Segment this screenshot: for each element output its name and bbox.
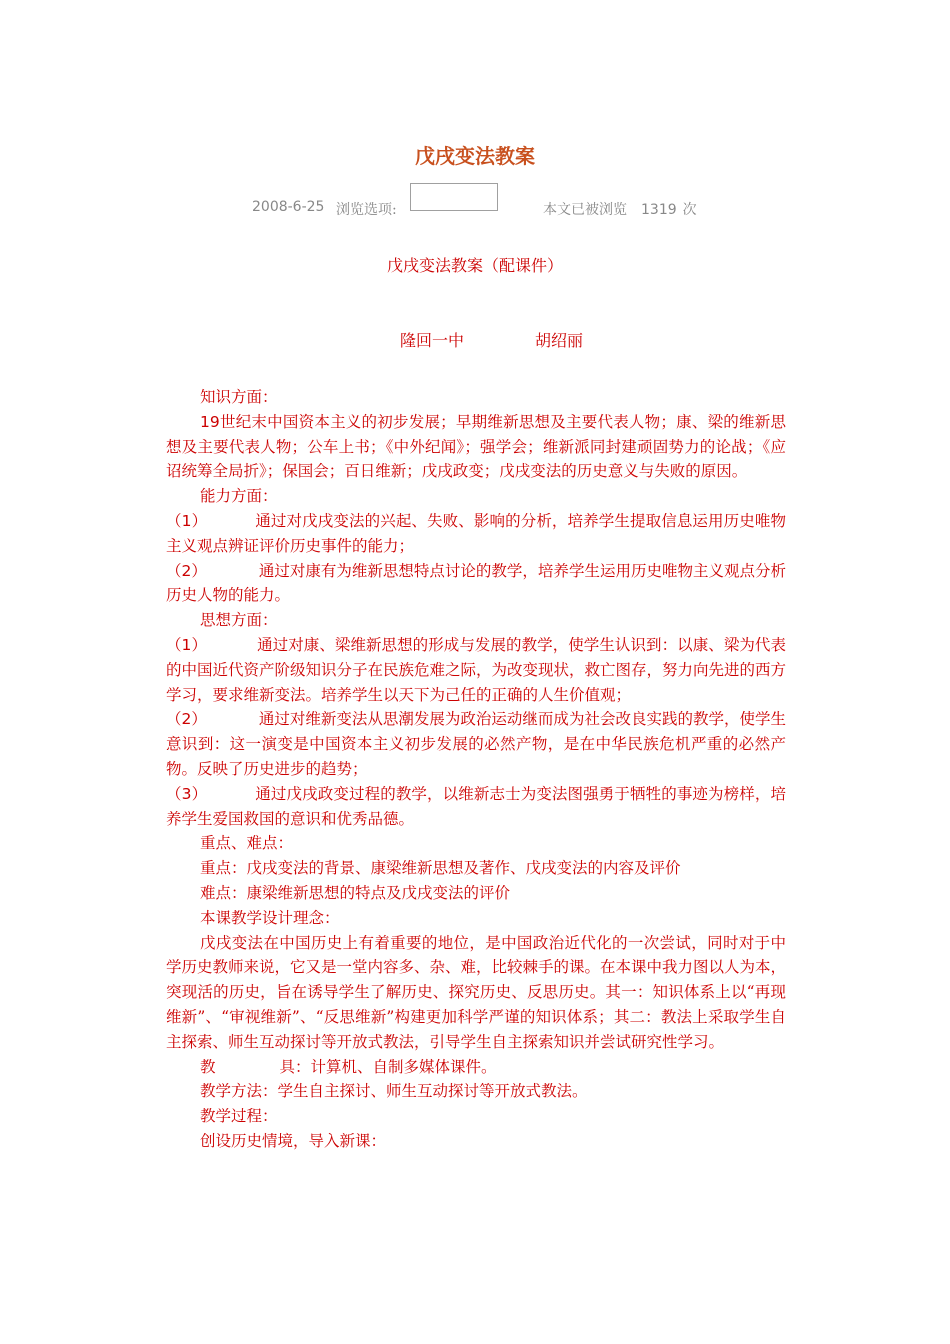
concept-heading: 本课教学设计理念：	[200, 908, 340, 927]
item-text: 通过对康有为维新思想特点讨论的教学，培养学生运用历史唯物主义观点分析历史人物的能力。	[166, 561, 786, 605]
intro-heading: 创设历史情境，导入新课：	[200, 1131, 387, 1150]
view-count-suffix: 次	[682, 202, 697, 218]
tools-text: 计算机、自制多媒体课件。	[310, 1057, 497, 1076]
tools-label-b: 具：	[279, 1057, 311, 1076]
thought-item-2	[166, 707, 786, 781]
ability-item-2	[166, 559, 786, 609]
century-number: 19	[200, 412, 220, 431]
browse-options-select[interactable]	[410, 183, 498, 211]
knowledge-heading: 知识方面：	[200, 388, 278, 406]
item-number: （1）	[166, 511, 208, 530]
thought-item-3	[166, 782, 786, 832]
item-number: （2）	[166, 710, 207, 729]
tools-label-a: 教	[200, 1057, 216, 1076]
ability-heading: 能力方面：	[200, 487, 278, 506]
browse-options-label: 浏览选项:	[336, 202, 397, 218]
item-text: 通过对维新变法从思潮发展为政治运动继而成为社会改良实践的教学，使学生意识到：这一演变是中国资本主义初步发展的必然产物，是在中华民族危机严重的必然产物。反映了历史进步的趋势；	[166, 710, 786, 778]
page-title: 戊戌变法教案	[415, 144, 535, 168]
view-count-value: 1319	[641, 202, 677, 218]
item-number: （2）	[166, 561, 207, 580]
thought-heading: 思想方面：	[200, 611, 278, 630]
item-number: （1）	[166, 635, 208, 654]
item-number: （3）	[166, 784, 208, 803]
method-line: 教学方法：学生自主探讨、师生互动探讨等开放式教法。	[200, 1082, 588, 1101]
tools-line	[166, 1055, 786, 1080]
knowledge-text: 世纪末中国资本主义的初步发展；早期维新思想及主要代表人物；康、梁的维新思想及主要代表人物；公车上书；《中外纪闻》；强学会；维新派同封建顽固势力的论战；《应诏统筹全局折》；保国会；百日维新；戊戌政变；戊戌变法的历史意义与失败的原因。	[166, 412, 786, 481]
document-subtitle: 戊戌变法教案（配课件）	[386, 256, 563, 275]
document-body	[166, 385, 786, 1154]
item-text: 通过对戊戌变法的兴起、失败、影响的分析，培养学生提取信息运用历史唯物主义观点辨证评价历史事件的能力；	[166, 511, 786, 555]
knowledge-paragraph	[166, 410, 786, 484]
key-point: 重点：戊戌变法的背景、康梁维新思想及著作、戊戌变法的内容及评价	[200, 859, 681, 878]
school-name: 隆回一中	[400, 331, 465, 350]
thought-item-1	[166, 633, 786, 707]
key-heading: 重点、难点：	[200, 834, 294, 853]
process-heading: 教学过程：	[200, 1107, 278, 1126]
publish-date: 2008-6-25	[252, 199, 325, 215]
author-name: 胡绍丽	[535, 331, 584, 350]
concept-paragraph: 戊戌变法在中国历史上有着重要的地位，是中国政治近代化的一次尝试，同时对于中学历史教师来说，它又是一堂内容多、杂、难，比较棘手的课。在本课中我力图以人为本，突现活的历史，旨在诱导学生了解历史、探究历史、反思历史。其一：知识体系上以“再现维新”、“审视维新”、“反思维新”构建更加科学严谨的知识体系；其二：教法上采取学生自主探索、师生互动探讨等开放式教法，引导学生自主探索知识并尝试研究性学习。	[166, 933, 787, 1051]
article-meta	[0, 183, 950, 218]
item-text: 通过对康、梁维新思想的形成与发展的教学，使学生认识到：以康、梁为代表的中国近代资产阶级知识分子在民族危难之际，为改变现状，救亡图存，努力向先进的西方学习，要求维新变法。培养学生以天下为己任的正确的人生价值观；	[166, 635, 787, 704]
view-count-prefix: 本文已被浏览	[543, 202, 627, 218]
difficult-point: 难点：康梁维新思想的特点及戊戌变法的评价	[200, 883, 511, 902]
ability-item-1	[166, 509, 786, 559]
view-count-text	[543, 199, 697, 219]
item-text: 通过戊戌政变过程的教学，以维新志士为变法图强勇于牺牲的事迹为榜样，培养学生爱国救国的意识和优秀品德。	[166, 784, 786, 828]
